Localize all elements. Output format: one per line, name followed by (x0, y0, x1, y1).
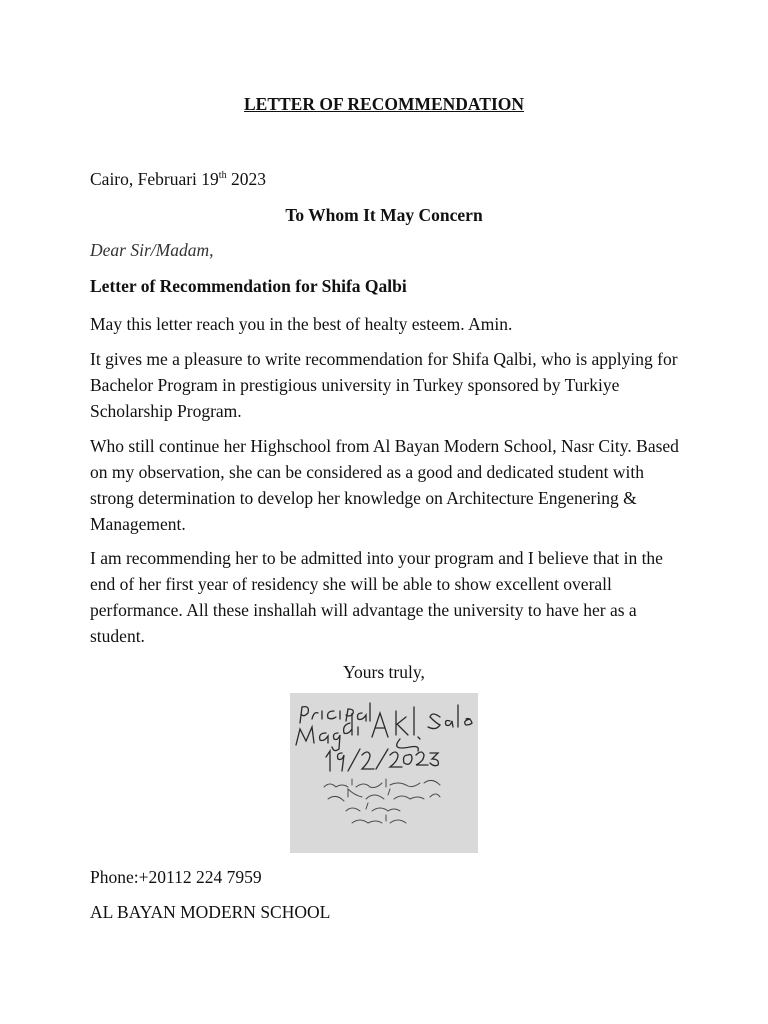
phone-number: Phone:+20112 224 7959 (90, 867, 262, 887)
salutation: Dear Sir/Madam, (90, 240, 214, 260)
school-name: AL BAYAN MODERN SCHOOL (90, 902, 331, 922)
letter-subject: Letter of Recommendation for Shifa Qalbi (90, 276, 407, 296)
handwritten-signature (290, 693, 478, 853)
paragraph-4: I am recommending her to be admitted into your program and I believe that in the end of her first year of residency she will be able to show excellent overall performance. All these inshallah will advantage the university to have her as a student. (90, 548, 663, 646)
letter-date (90, 169, 266, 190)
paragraph-3: Who still continue her Highschool from Al Bayan Modern School, Nasr City. Based on my observation, she can be considered as a good and dedicated student with strong determination to develop her knowledge on Architecture Engenering & Management. (90, 436, 679, 534)
paragraph-2: It gives me a pleasure to write recommendation for Shifa Qalbi, who is applying for Bachelor Program in prestigious university in Turkey sponsored by Turkiye Scholarship Program. (90, 349, 678, 421)
greeting-heading: To Whom It May Concern (285, 205, 483, 225)
signature-text: Pricipal (382, 843, 386, 844)
closing: Yours truly, (343, 662, 425, 682)
signature-image (290, 693, 478, 853)
date-text: Cairo, Februari 19 (90, 169, 219, 189)
letter-title: LETTER OF RECOMMENDATION (243, 94, 525, 114)
date-year: 2023 (226, 169, 266, 189)
paragraph-1: May this letter reach you in the best of healty esteem. Amin. (90, 314, 513, 334)
date-superscript: th (218, 170, 227, 182)
